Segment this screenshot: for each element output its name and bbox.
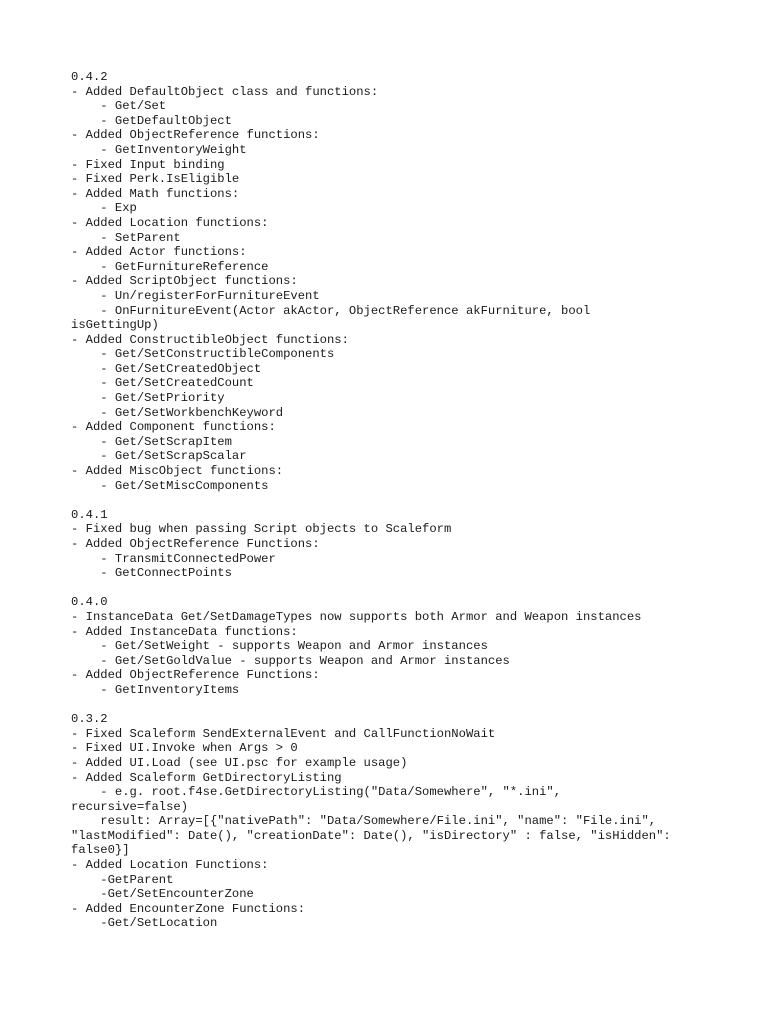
changelog-item: - Added EncounterZone Functions: xyxy=(71,901,306,916)
changelog-subitem: - Get/SetGoldValue - supports Weapon and Armor instances xyxy=(71,653,510,668)
changelog-subitem: - GetInventoryItems xyxy=(71,682,240,697)
changelog-subitem: - Exp xyxy=(71,201,137,216)
changelog-subitem: - Get/SetCreatedObject xyxy=(71,361,262,376)
changelog-continuation: isGettingUp) xyxy=(71,318,159,333)
changelog-continuation: "lastModified": Date(), "creationDate": Date(), "isDirectory" : false, "isHidden": xyxy=(71,828,671,843)
changelog-item: - Added ObjectReference Functions: xyxy=(71,668,320,683)
changelog-continuation: false0}] xyxy=(71,843,130,858)
changelog-item: - Added ObjectReference Functions: xyxy=(71,537,320,551)
blank-line xyxy=(71,493,731,508)
changelog-item: - Added UI.Load (see UI.psc for example usage) xyxy=(71,755,408,770)
changelog-item: - Added Location functions: xyxy=(71,215,269,230)
changelog-item: - Added Actor functions: xyxy=(71,245,247,260)
changelog-subitem: -Get/SetLocation xyxy=(71,916,218,931)
changelog-subitem: - Get/SetWorkbenchKeyword xyxy=(71,405,284,420)
version-heading: 0.4.2 xyxy=(71,70,108,84)
changelog-subitem: - Get/SetMiscComponents xyxy=(71,478,269,493)
changelog-item: - Added MiscObject functions: xyxy=(71,464,284,479)
changelog-item: - Fixed Input binding xyxy=(71,157,225,172)
version-heading: 0.3.2 xyxy=(71,712,108,727)
changelog-continuation: result: Array=[{"nativePath": "Data/Somewhere/File.ini", "name": "File.ini", xyxy=(71,814,657,829)
version-heading: 0.4.0 xyxy=(71,595,108,610)
changelog-subitem: - GetFurnitureReference xyxy=(71,259,269,274)
changelog-subitem: - Get/SetConstructibleComponents xyxy=(71,347,335,362)
blank-line xyxy=(71,581,731,596)
changelog-subitem: - Un/registerForFurnitureEvent xyxy=(71,288,320,303)
blank-line xyxy=(71,698,731,713)
changelog-subitem: - Get/SetCreatedCount xyxy=(71,376,254,391)
changelog-subitem: -Get/SetEncounterZone xyxy=(71,887,254,902)
changelog-item: - Fixed Scaleform SendExternalEvent and CallFunctionNoWait xyxy=(71,726,496,741)
changelog-subitem: - Get/Set xyxy=(71,99,167,114)
changelog-subitem: - GetDefaultObject xyxy=(71,113,232,128)
changelog-item: - Added DefaultObject class and functions: xyxy=(71,84,379,99)
changelog-item: - Added ConstructibleObject functions: xyxy=(71,332,349,347)
changelog-subitem: -GetParent xyxy=(71,872,174,887)
changelog-subitem: - Get/SetWeight - supports Weapon and Armor instances xyxy=(71,639,488,654)
changelog-continuation: recursive=false) xyxy=(71,799,189,814)
changelog-item: - Fixed Perk.IsEligible xyxy=(71,172,240,187)
changelog-item: - Added Scaleform GetDirectoryListing xyxy=(71,770,342,785)
changelog-subitem: - TransmitConnectedPower xyxy=(71,551,276,566)
changelog-item: - Added Component functions: xyxy=(71,420,276,435)
changelog-item: - Added InstanceData functions: xyxy=(71,624,298,639)
changelog-document xyxy=(71,70,731,931)
changelog-subitem: - OnFurnitureEvent(Actor akActor, ObjectReference akFurniture, bool xyxy=(71,303,591,318)
changelog-item: - Added Location Functions: xyxy=(71,858,269,873)
changelog-subitem: - Get/SetScrapItem xyxy=(71,434,232,449)
changelog-item: - Added ScriptObject functions: xyxy=(71,274,298,289)
changelog-item: - Fixed UI.Invoke when Args > 0 xyxy=(71,741,298,756)
changelog-subitem: - GetConnectPoints xyxy=(71,566,232,581)
changelog-item: - Added Math functions: xyxy=(71,186,240,201)
changelog-subitem: - Get/SetPriority xyxy=(71,391,225,406)
changelog-subitem: - e.g. root.f4se.GetDirectoryListing("Data/Somewhere", "*.ini", xyxy=(71,785,562,800)
changelog-subitem: - GetInventoryWeight xyxy=(71,142,247,157)
version-heading: 0.4.1 xyxy=(71,507,108,522)
changelog-subitem: - Get/SetScrapScalar xyxy=(71,449,247,464)
changelog-subitem: - SetParent xyxy=(71,230,181,245)
changelog-item: - InstanceData Get/SetDamageTypes now supports both Armor and Weapon instances xyxy=(71,609,642,624)
changelog-item: - Added ObjectReference functions: xyxy=(71,128,320,143)
changelog-item: - Fixed bug when passing Script objects to Scaleform xyxy=(71,522,452,537)
